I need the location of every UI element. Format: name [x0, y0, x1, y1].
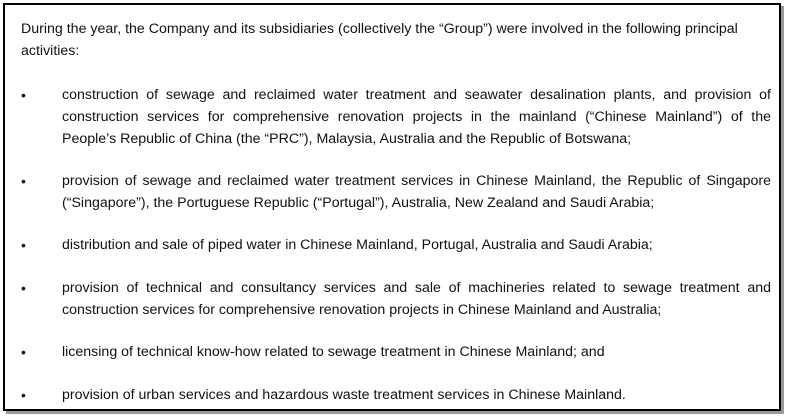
- bullet-icon: •: [21, 237, 26, 253]
- bullet-icon: •: [21, 280, 26, 296]
- list-item-text: distribution and sale of piped water in Chinese Mainland, Portugal, Australia and Saudi Arabia;: [62, 237, 653, 253]
- list-item-text: provision of technical and consultancy services and sale of machineries related to sewage treatment and construction services for comprehensive renovation projects in Chinese Mainland and Australia;: [62, 280, 771, 318]
- list-item-text: provision of sewage and reclaimed water treatment services in Chinese Mainland, the Republic of Singapore (“Singapore”), the Portuguese Republic (“Portugal”), Australia, New Zealand and Saudi Arabia;: [62, 173, 771, 211]
- intro-paragraph: During the year, the Company and its subsidiaries (collectively the “Group”) were involved in the following principal activities:: [21, 21, 738, 59]
- document-frame: [3, 3, 781, 411]
- list-item-text: provision of urban services and hazardous waste treatment services in Chinese Mainland.: [62, 387, 626, 403]
- list-item-text: construction of sewage and reclaimed water treatment and seawater desalination plants, and provision of construction services for comprehensive renovation projects in the mainland (“Chinese Mainland”) of the People’s Republic of China (the “PRC”), Malaysia, Australia and the Republic of Botswana;: [62, 87, 771, 147]
- bullet-icon: •: [21, 387, 26, 403]
- bullet-icon: •: [21, 344, 26, 360]
- list-item-text: licensing of technical know-how related to sewage treatment in Chinese Mainland; and: [62, 344, 605, 360]
- bullet-icon: •: [21, 87, 26, 103]
- bullet-icon: •: [21, 173, 26, 189]
